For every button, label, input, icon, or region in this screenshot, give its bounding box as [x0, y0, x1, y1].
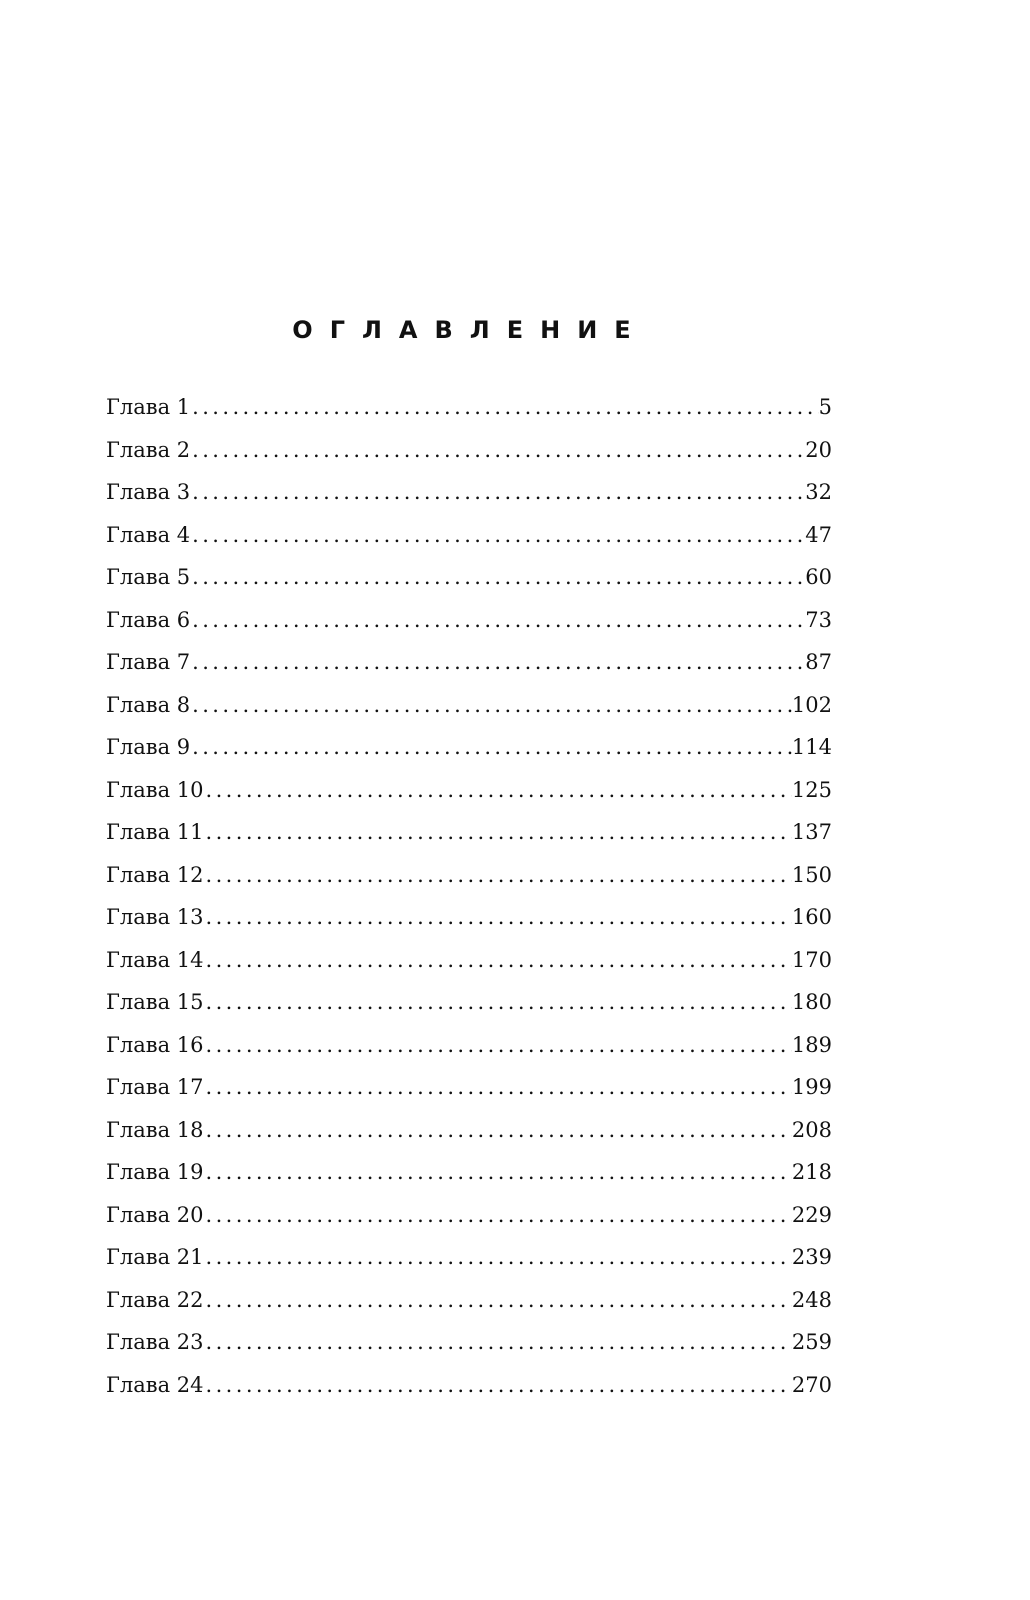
toc-entry	[106, 1194, 832, 1237]
toc-entry	[106, 981, 832, 1024]
toc-entry-page-number: 170	[791, 947, 832, 972]
toc-entry-label: Глава 5	[106, 565, 191, 589]
dot-leader	[204, 811, 792, 854]
toc-entry-page-number: 137	[791, 820, 832, 844]
toc-entry-label: Глава 23	[106, 1330, 204, 1354]
dot-leader	[204, 1194, 792, 1237]
toc-entry	[106, 854, 832, 897]
toc-entry	[106, 1236, 832, 1279]
dot-leader	[204, 1321, 792, 1364]
toc-entry	[106, 684, 832, 727]
toc-entry-page-number: 259	[791, 1330, 832, 1354]
toc-entry-page-number: 229	[791, 1202, 832, 1227]
toc-entry-label: Глава 7	[106, 650, 191, 674]
toc-entry	[106, 641, 832, 684]
toc-entry-label: Глава 10	[106, 777, 204, 802]
toc-entry-page-number: 87	[805, 650, 832, 674]
toc-entry	[106, 1279, 832, 1322]
toc-entry-page-number: 160	[791, 905, 832, 929]
toc-entry-label: Глава 18	[106, 1117, 204, 1142]
toc-entry-label: Глава 8	[106, 692, 191, 717]
toc-entry	[106, 1364, 832, 1407]
dot-leader	[204, 1151, 792, 1194]
toc-entry-page-number: 239	[791, 1245, 832, 1269]
toc-entry-label: Глава 16	[106, 1032, 204, 1057]
toc-entry-label: Глава 13	[106, 905, 204, 929]
toc-entry-page-number: 180	[791, 990, 832, 1014]
toc-entry-page-number: 199	[791, 1075, 832, 1099]
toc-entry-page-number: 5	[818, 395, 832, 419]
toc-title: ОГЛАВЛЕНИЕ	[292, 316, 648, 344]
dot-leader	[190, 514, 805, 557]
toc-entry-page-number: 73	[805, 607, 832, 632]
toc-entry-label: Глава 22	[106, 1287, 204, 1312]
dot-leader	[190, 556, 805, 599]
toc-entry-label: Глава 3	[106, 480, 191, 504]
dot-leader	[204, 896, 792, 939]
dot-leader	[204, 1364, 792, 1407]
toc-entry-page-number: 208	[791, 1117, 832, 1142]
dot-leader	[190, 386, 818, 429]
toc-entry-page-number: 20	[805, 437, 832, 462]
toc-entry-label: Глава 6	[106, 607, 191, 632]
dot-leader	[190, 726, 792, 769]
toc-entry	[106, 386, 832, 429]
toc-entry-page-number: 125	[791, 777, 832, 802]
toc-entry	[106, 599, 832, 642]
toc-entry	[106, 769, 832, 812]
dot-leader	[204, 1236, 792, 1279]
toc-entry-page-number: 270	[791, 1372, 832, 1397]
toc-entry	[106, 1321, 832, 1364]
dot-leader	[204, 769, 792, 812]
toc-entry-page-number: 218	[791, 1160, 832, 1184]
dot-leader	[190, 471, 805, 514]
toc-entry-label: Глава 1	[106, 395, 191, 419]
toc-list	[106, 386, 832, 1406]
dot-leader	[190, 684, 792, 727]
dot-leader	[204, 939, 792, 982]
toc-entry	[106, 1109, 832, 1152]
dot-leader	[204, 1024, 792, 1067]
toc-entry-label: Глава 4	[106, 522, 191, 547]
toc-entry-label: Глава 9	[106, 735, 191, 759]
toc-entry-page-number: 102	[791, 692, 832, 717]
toc-entry-label: Глава 2	[106, 437, 191, 462]
toc-entry-label: Глава 11	[106, 820, 204, 844]
toc-entry-page-number: 47	[805, 522, 832, 547]
dot-leader	[204, 1279, 792, 1322]
toc-entry-page-number: 114	[791, 735, 832, 759]
toc-entry-label: Глава 15	[106, 990, 204, 1014]
toc-entry-label: Глава 14	[106, 947, 204, 972]
toc-entry-page-number: 150	[791, 862, 832, 887]
dot-leader	[204, 1066, 792, 1109]
toc-entry	[106, 1024, 832, 1067]
toc-entry-label: Глава 17	[106, 1075, 204, 1099]
toc-entry-label: Глава 19	[106, 1160, 204, 1184]
dot-leader	[204, 854, 792, 897]
toc-entry	[106, 471, 832, 514]
toc-entry	[106, 1066, 832, 1109]
toc-entry	[106, 556, 832, 599]
toc-entry	[106, 939, 832, 982]
dot-leader	[204, 1109, 792, 1152]
dot-leader	[190, 429, 805, 472]
toc-entry	[106, 514, 832, 557]
toc-entry	[106, 429, 832, 472]
toc-entry-page-number: 248	[791, 1287, 832, 1312]
toc-entry-page-number: 189	[791, 1032, 832, 1057]
toc-entry-label: Глава 12	[106, 862, 204, 887]
toc-entry	[106, 1151, 832, 1194]
dot-leader	[190, 641, 805, 684]
toc-entry	[106, 811, 832, 854]
toc-entry-page-number: 60	[805, 565, 832, 589]
toc-entry-page-number: 32	[805, 480, 832, 504]
toc-entry	[106, 896, 832, 939]
toc-entry-label: Глава 21	[106, 1245, 204, 1269]
toc-entry-label: Глава 20	[106, 1202, 204, 1227]
toc-entry	[106, 726, 832, 769]
dot-leader	[190, 599, 805, 642]
dot-leader	[204, 981, 792, 1024]
toc-entry-label: Глава 24	[106, 1372, 204, 1397]
